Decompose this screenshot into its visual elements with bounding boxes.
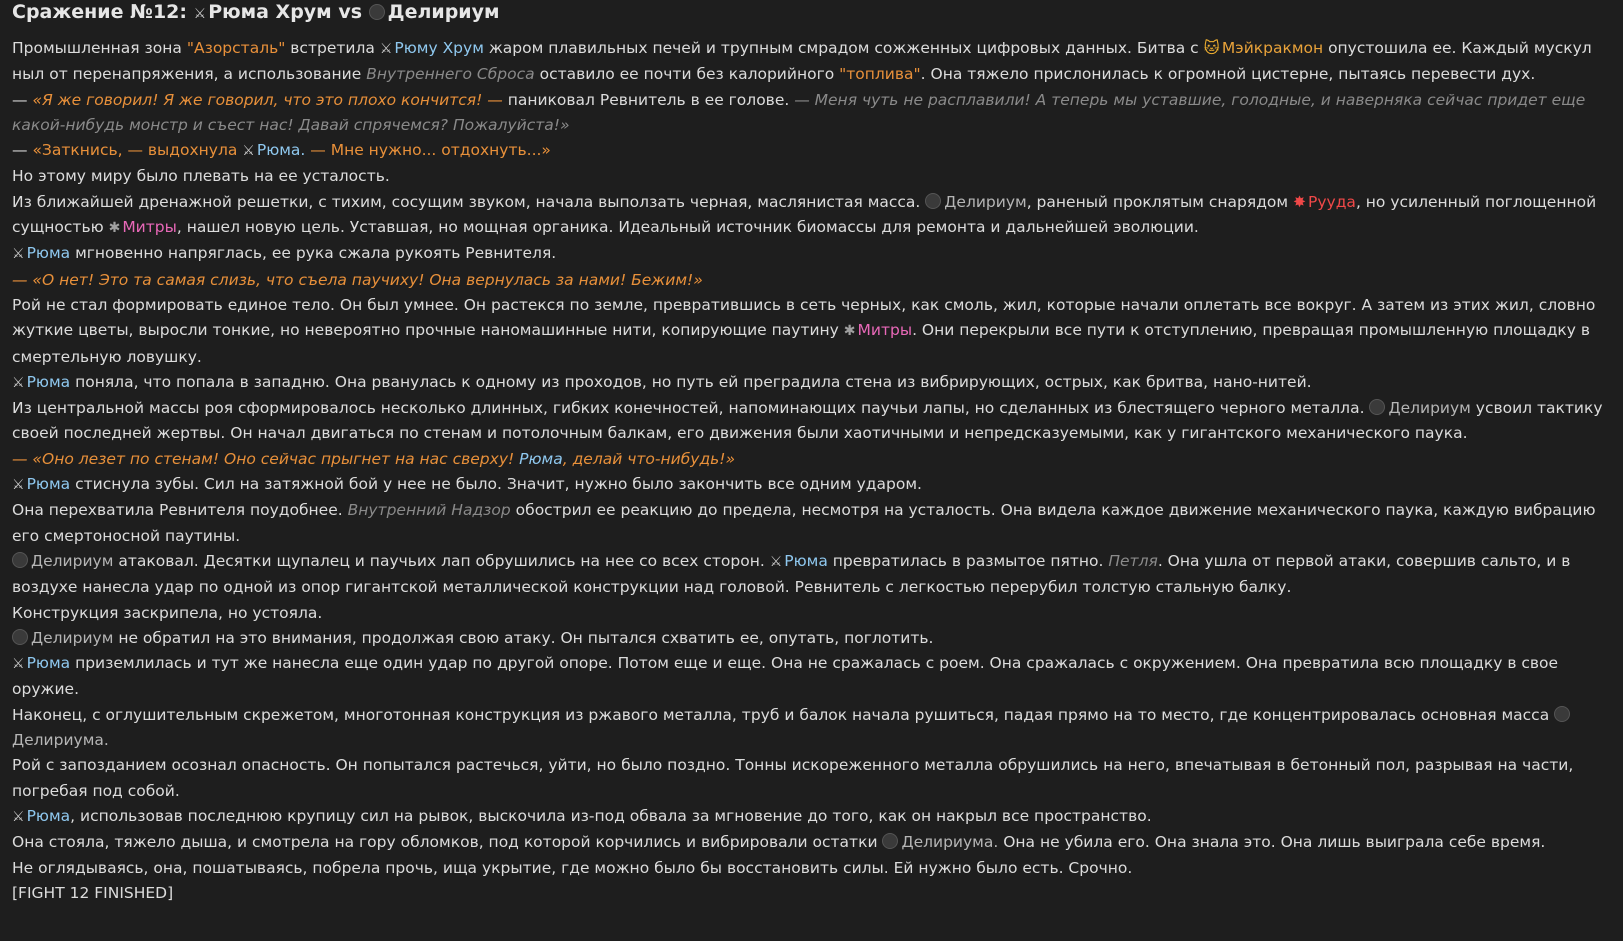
maikrakmon-name: Мэйкракмон [1221,39,1324,57]
paragraph: Рой не стал формировать единое тело. Он был умнее. Он растекся по земле, превратившись в сеть черных, как смоль, жил, которые начали оплетать все вокруг. А затем из этих жил, словно жуткие цветы, выросли тонкие, но невероятно прочные наномашинные нити, копирующие паутину ✱ Митры. Они перекрыли все пути к отступлению, превращая промышленную площадку в смертельную ловушку. [12,295,1596,366]
vs-label: vs [338,1,363,23]
skill-name: Внутренний Надзор [347,501,511,520]
ryuma-name: Рюма [26,244,71,263]
ryuma-name: Рюма [26,654,71,673]
paragraph: Она перехватила Ревнителя поудобнее. Внутренний Надзор обострил ее реакцию до предела, несмотря на усталость. Она видела каждое движение механического паука, каждую вибрацию его смертоносной паутины. [12,501,1596,545]
paragraph: Из центральной массы роя сформировалось несколько длинных, гибких конечностей, напоминающих паучьи лапы, но сделанных из блестящего черного металла. Делириум усвоил тактику своей последней жертвы. Он начал двигаться по стенам и потолочным балкам, его движения были хаотичными и непредсказуемыми, как у гигантского механического паука. [12,399,1603,443]
paragraph: ⚔ Рюма поняла, что попала в западню. Она рванулась к одному из проходов, но путь ей преградила стена из вибрирующих, острых, как бритва, нано-нитей. [12,372,1312,391]
crossed-swords-icon: ⚔ [12,656,25,673]
fight-title [12,0,1613,26]
ryuma-name: Рюма [784,551,828,570]
paragraph: — «Оно лезет по стенам! Оно сейчас прыгнет на нас сверху! Рюма, делай что-нибудь!» [12,449,736,468]
fight-finished-label: [FIGHT 12 FINISHED] [12,883,174,902]
delirium-name: Делириум [31,628,114,647]
zone-name: "Азорсталь" [186,39,286,57]
crossed-swords-icon: ⚔ [379,41,393,57]
paragraph: Делириум атаковал. Десятки щупалец и паучьих лап обрушились на нее со всех сторон. ⚔ Рюма превратилась в размытое пятно. Петля. Она ушла от первой атаки, совершив сальто, и в воздухе нанесла удар по одной из опор гигантской металлической конструкции над головой. Ревнитель с легкостью перерубил толстую стальную балку. [12,551,1571,597]
crossed-swords-icon: ⚔ [12,477,25,494]
paragraph: Но этому миру было плевать на ее усталость. [12,167,390,186]
paragraph: Не оглядываясь, она, пошатываясь, побрела прочь, ища укрытие, где можно было бы восстановить силы. Ей нужно было есть. Срочно. [12,858,1133,877]
ryuma-name: Рюма. [256,141,306,160]
paragraph: — «Я же говорил! Я же говорил, что это плохо кончится! — паниковал Ревнитель в ее голове. — Меня чуть не расплавили! А теперь мы уставшие, голодные, и наверняка сейчас придет еще какой-нибудь монстр и съест нас! Давай спрячемся? Пожалуйста!» [12,90,1586,134]
title-prefix: Сражение №12: [12,1,187,23]
story-body [12,36,1613,906]
crossed-swords-icon: ⚔ [12,246,25,263]
fighter2-name: Делириум [387,1,500,23]
ryuma-name: Рюма [26,475,71,494]
paragraph: Наконец, с оглушительным скрежетом, многотонная конструкция из ржавого металла, труб и балок начала рушиться, падая прямо на то место, где концентрировалась основная масса Делириума. [12,703,1613,754]
fuel-word: "топлива" [839,65,921,84]
mitra-name: Митры [122,218,177,237]
delirium-name: Делириум [1388,399,1471,418]
spider-icon: ✱ [843,323,856,340]
delirium-name: Делириум [31,551,114,570]
paragraph: — «Заткнись, — выдохнула ⚔ Рюма. — Мне нужно... отдохнуть...» [12,141,551,160]
fighter1-name: Рюма Хрум [208,1,332,23]
dark-circle-icon [369,4,385,20]
dark-circle-icon [925,193,941,209]
mitra-name: Митры [857,321,913,340]
dark-circle-icon [882,833,898,849]
skill-name: Петля [1108,551,1158,570]
paragraph: Она стояла, тяжело дыша, и смотрела на гору обломков, под которой корчились и вибрировали остатки Делириума. Она не убила его. Она знала это. Она лишь выиграла себе время. [12,833,1546,852]
spider-icon: ✱ [108,220,121,237]
paragraph: Конструкция заскрипела, но устояла. [12,603,323,622]
paragraph: Рой с запозданием осознал опасность. Он попытался растечься, уйти, но было поздно. Тонны искореженного металла обрушились на него, впечатывая в бетонный пол, разрывая на части, погребая под собой. [12,756,1574,800]
paragraph: ⚔ Рюма стиснула зубы. Сил на затяжной бой у нее не было. Значит, нужно было закончить все одним ударом. [12,475,922,494]
crossed-swords-icon: ⚔ [769,553,783,570]
crossed-swords-icon: ⚔ [12,374,25,391]
delirium-name: Делириум [944,192,1027,211]
ryuma-name: Рюма [26,372,71,391]
ryuma-name: Рюма [519,449,563,468]
skill-name: Внутреннего Сброса [366,65,535,84]
explosion-icon: ✸ [1293,192,1307,211]
cat-face-icon: 🐱 [1203,39,1220,57]
crossed-swords-icon: ⚔ [242,143,255,160]
dark-circle-icon [12,552,28,568]
delirium-name: Делириума. [12,731,109,750]
paragraph: — «О нет! Это та самая слизь, что съела паучиху! Она вернулась за нами! Бежим!» [12,270,703,289]
paragraph: Промышленная зона "Азорсталь" встретила ⚔ Рюму Хрум жаром плавильных печей и трупным смрадом сожженных цифровых данных. Битва с 🐱 Мэйкракмон опустошила ее. Каждый мускул ныл от перенапряжения, а использование Внутреннего Сброса оставило ее почти без калорийного "топлива". Она тяжело прислонилась к огромной цистерне, пытаясь перевести дух. [12,39,1592,84]
paragraph: ⚔ Рюма приземлилась и тут же нанесла еще один удар по другой опоре. Потом еще и еще. Она не сражалась с роем. Она сражалась с окружением. Она превратила всю площадку в свое оружие. [12,654,1559,699]
ryuma-name: Рюму Хрум [394,39,484,57]
delirium-name: Делириума. [901,833,999,852]
paragraph: Из ближайшей дренажной решетки, с тихим, сосущим звуком, начала выползать черная, маслянистая масса. Делириум, раненый проклятым снарядом ✸ Рууда, но усиленный поглощенной сущностью ✱ Митры, нашел новую цель. Уставшая, но мощная органика. Идеальный источник биомассы для ремонта и дальнейшей эволюции. [12,192,1597,237]
crossed-swords-icon: ⚔ [12,808,25,825]
crossed-swords-icon: ⚔ [193,6,207,22]
dark-circle-icon [1554,706,1570,722]
paragraph: ⚔ Рюма, использовав последнюю крупицу сил на рывок, выскочила из-под обвала за мгновение до того, как он накрыл все пространство. [12,806,1152,825]
ryuma-name: Рюма [26,806,71,825]
ruud-name: Рууда [1308,192,1356,211]
paragraph: Делириум не обратил на это внимания, продолжая свою атаку. Он пытался схватить ее, опутать, поглотить. [12,626,1613,651]
paragraph: ⚔ Рюма мгновенно напряглась, ее рука сжала рукоять Ревнителя. [12,244,557,263]
dark-circle-icon [12,629,28,645]
dark-circle-icon [1369,399,1385,415]
